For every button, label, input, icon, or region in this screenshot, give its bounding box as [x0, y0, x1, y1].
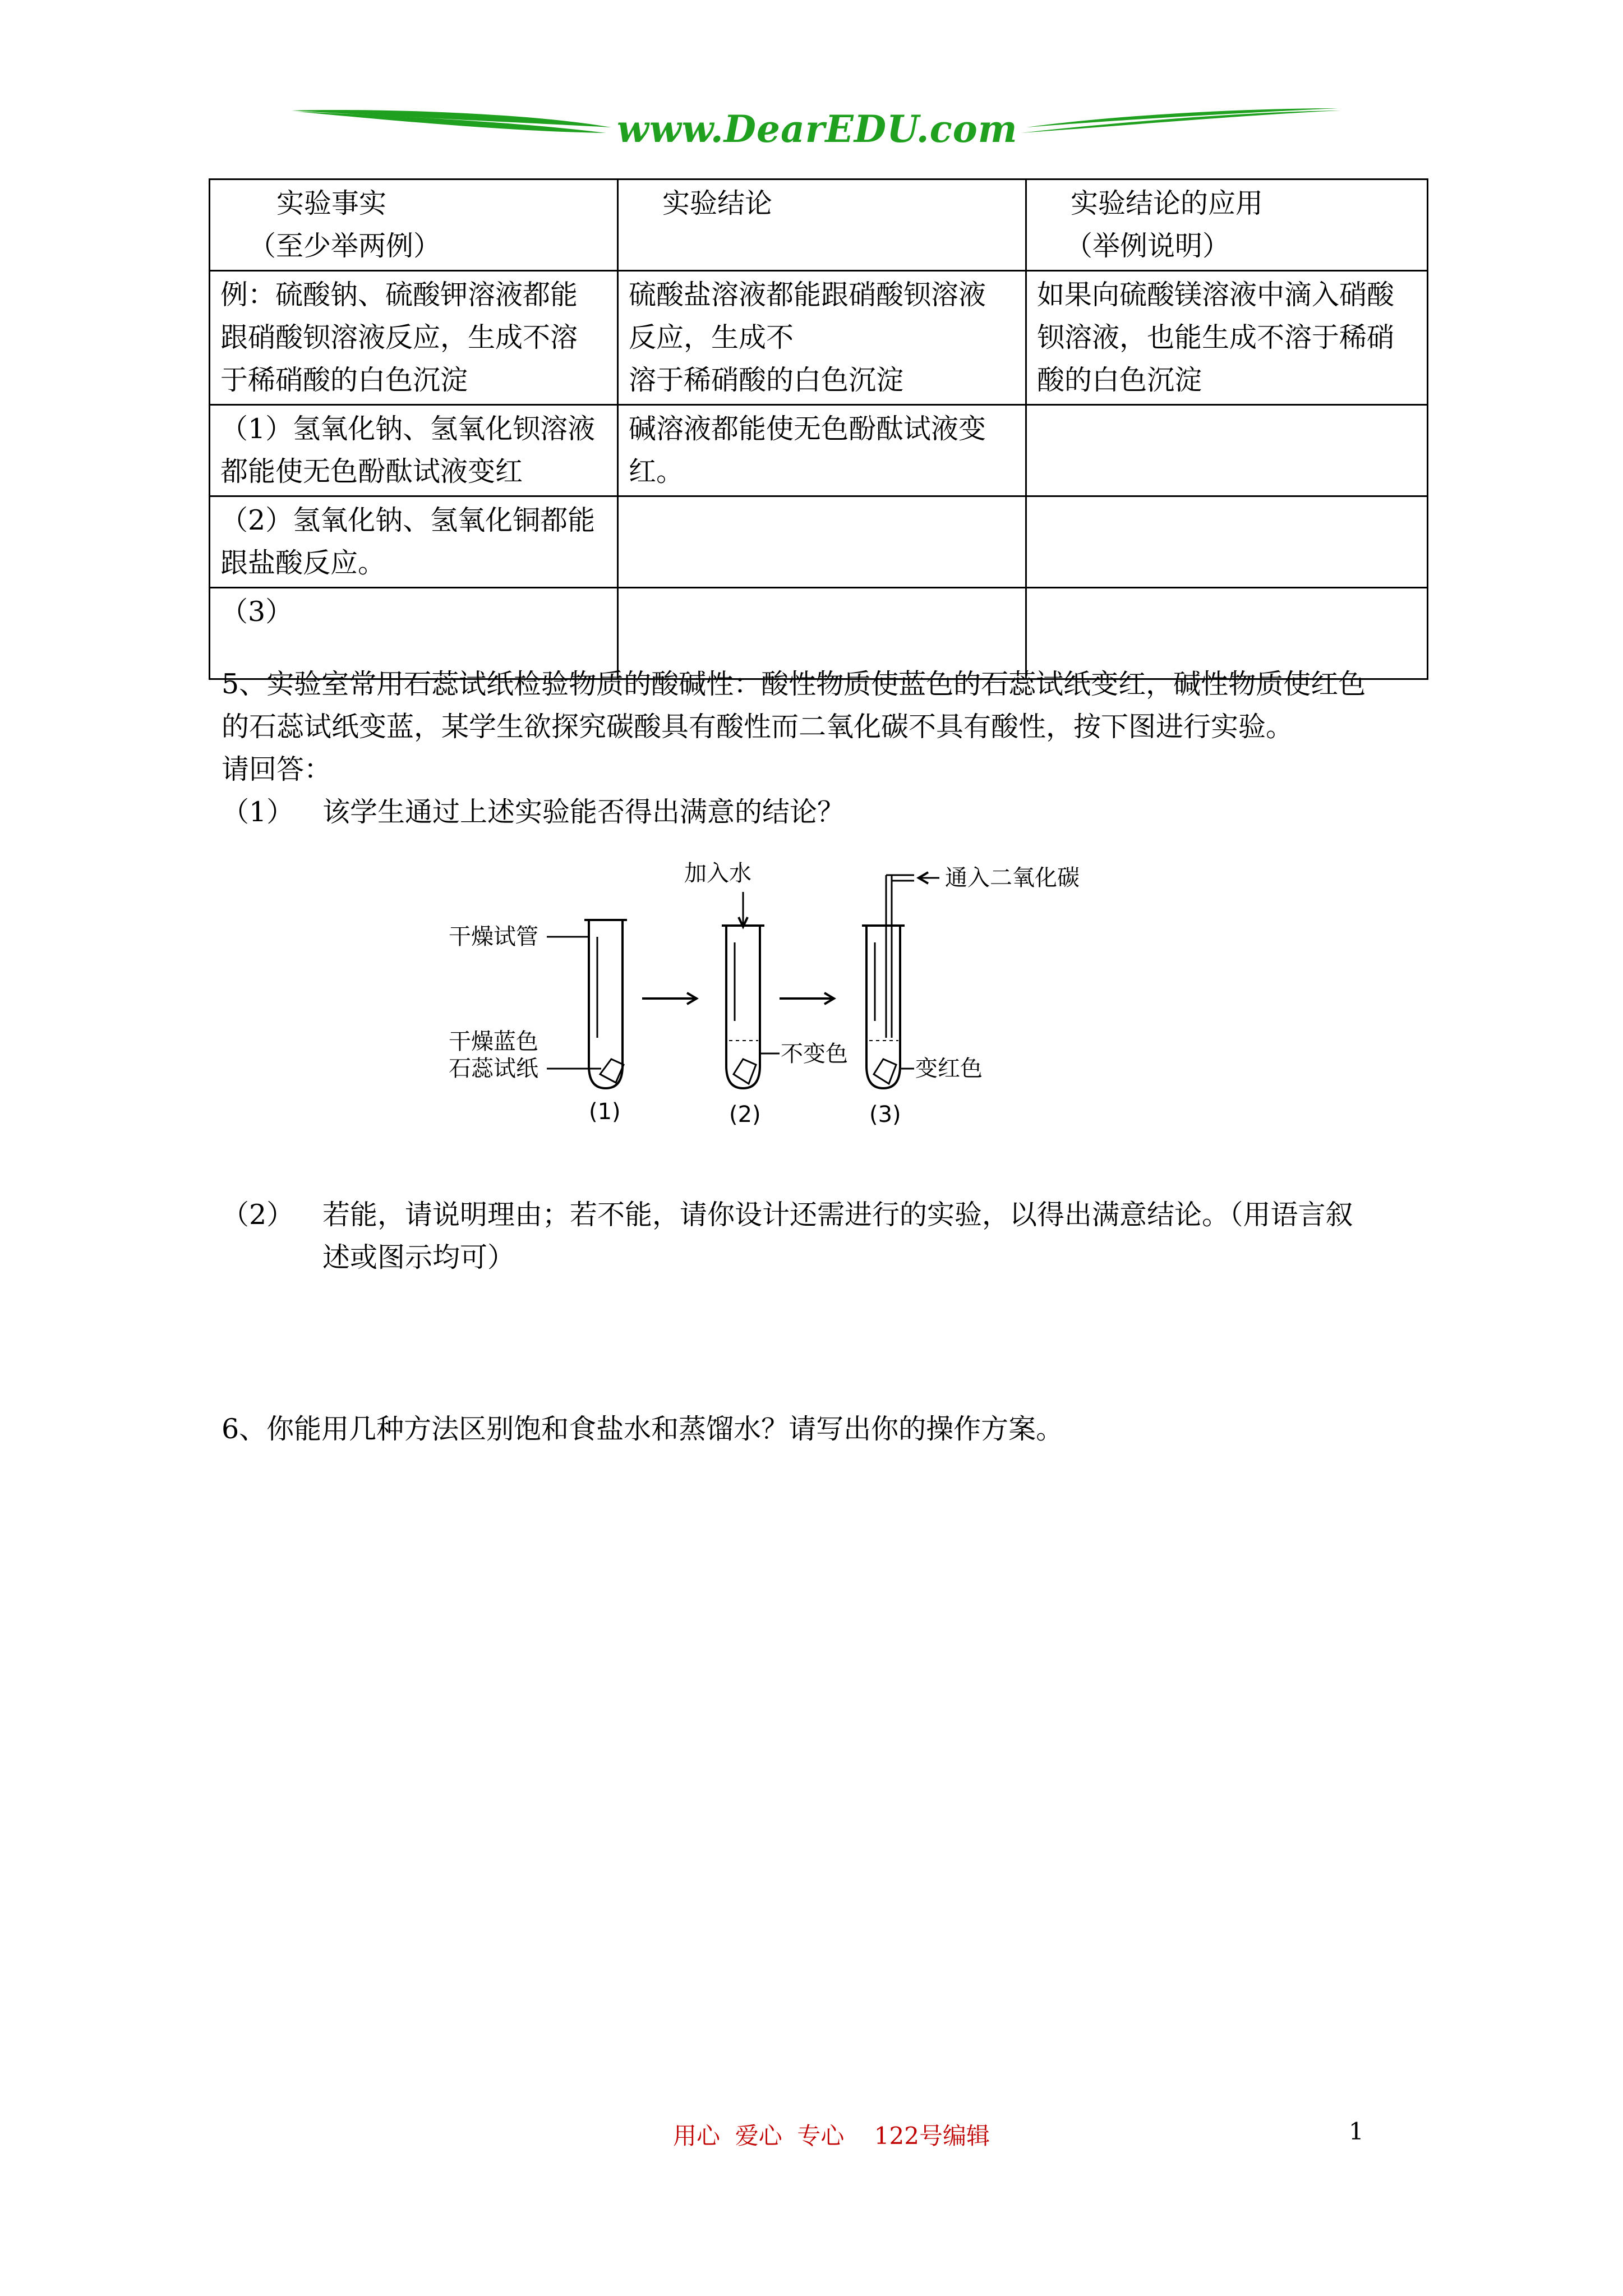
cell-line: （2）氢氧化钠、氢氧化铜都能 — [220, 504, 596, 536]
cell-line: 跟硝酸钡溶液反应，生成不溶 — [220, 321, 578, 353]
label-add-water: 加入水 — [684, 861, 751, 886]
experiment-table — [209, 178, 1428, 680]
page-number: 1 — [1349, 2118, 1364, 2145]
tube-2-label: (2) — [729, 1102, 761, 1128]
q5-sub2-line-1: 若能，请说明理由；若不能，请你设计还需进行的实验，以得出满意结论。（用语言叙 — [322, 1199, 1353, 1231]
cell-application — [1026, 405, 1428, 496]
cell-fact — [210, 496, 618, 588]
cell-line: 钡溶液，也能生成不溶于稀硝 — [1037, 321, 1395, 353]
site-title: www.DearEDU.com — [617, 107, 1018, 151]
cell-application — [1026, 271, 1428, 405]
cell-line: 酸的白色沉淀 — [1037, 364, 1202, 396]
table-row — [210, 405, 1428, 496]
header-conclusion-main: 实验结论 — [662, 187, 773, 219]
header-banner — [292, 98, 1340, 160]
test-tube-1 — [584, 920, 627, 1088]
q6-text: 6、你能用几种方法区别饱和食盐水和蒸馏水？请写出你的操作方案。 — [222, 1413, 1064, 1445]
header-application-sub: （举例说明） — [1065, 230, 1230, 262]
cell-fact — [210, 405, 618, 496]
q5-sub2-line-2: 述或图示均可） — [322, 1241, 515, 1273]
cell-line: 溶于稀硝酸的白色沉淀 — [629, 364, 904, 396]
cell-line: 于稀硝酸的白色沉淀 — [220, 364, 468, 396]
arrow-2 — [780, 993, 834, 1004]
tube-3-label: (3) — [869, 1102, 901, 1128]
q5-sub1-number: （1） — [222, 796, 294, 828]
cell-line: 都能使无色酚酞试液变红 — [220, 455, 523, 487]
cell-fact — [210, 271, 618, 405]
cell-line: 例：硫酸钠、硫酸钾溶液都能 — [220, 279, 578, 311]
table-row — [210, 496, 1428, 588]
label-dry-paper-2: 石蕊试纸 — [449, 1056, 538, 1082]
header-fact-main: 实验事实 — [276, 187, 387, 219]
table-row — [210, 271, 1428, 405]
cell-line: 如果向硫酸镁溶液中滴入硝酸 — [1037, 279, 1395, 311]
cell-application — [1026, 496, 1428, 588]
footer-text: 用心 爱心 专心 122号编辑 — [673, 2122, 990, 2150]
cell-line: 跟盐酸反应。 — [220, 547, 386, 579]
cell-line: 反应，生成不 — [629, 321, 794, 353]
header-application-main: 实验结论的应用 — [1071, 187, 1264, 219]
cell-line: 硫酸盐溶液都能跟硝酸钡溶液 — [629, 279, 986, 311]
tube-1-label: (1) — [589, 1099, 621, 1125]
q5-line-1: 5、实验室常用石蕊试纸检验物质的酸碱性：酸性物质使蓝色的石蕊试纸变红，碱性物质使红色 — [222, 668, 1366, 700]
experiment-diagram — [426, 853, 1110, 1144]
cell-line: 碱溶液都能使无色酚酞试液变 — [629, 413, 986, 445]
label-dry-paper-1: 干燥蓝色 — [449, 1029, 538, 1055]
header-cell-conclusion — [618, 180, 1026, 271]
cell-line: （3） — [220, 596, 293, 628]
label-dry-tube: 干燥试管 — [449, 924, 538, 950]
q5-sub2-number: （2） — [222, 1199, 294, 1231]
test-tube-3 — [862, 875, 914, 1088]
label-no-change: 不变色 — [781, 1041, 848, 1067]
arrow-1 — [642, 993, 697, 1004]
table-header-row — [210, 180, 1428, 271]
q5-sub1-text: 该学生通过上述实验能否得出满意的结论？ — [322, 796, 845, 828]
label-turn-red: 变红色 — [915, 1056, 983, 1082]
cell-conclusion — [618, 496, 1026, 588]
cell-conclusion — [618, 405, 1026, 496]
q5-line-2: 的石蕊试纸变蓝，某学生欲探究碳酸具有酸性而二氧化碳不具有酸性，按下图进行实验。 — [222, 711, 1294, 743]
co2-arrow — [919, 872, 939, 884]
q5-line-3: 请回答： — [222, 753, 332, 785]
cell-line: （1）氢氧化钠、氢氧化钡溶液 — [220, 413, 596, 445]
cell-line: 红。 — [629, 455, 684, 487]
header-cell-fact — [210, 180, 618, 271]
header-cell-application — [1026, 180, 1428, 271]
header-fact-sub: （至少举两例） — [248, 230, 441, 262]
cell-conclusion — [618, 271, 1026, 405]
test-tube-2 — [722, 892, 764, 1088]
label-co2: 通入二氧化碳 — [945, 865, 1080, 891]
